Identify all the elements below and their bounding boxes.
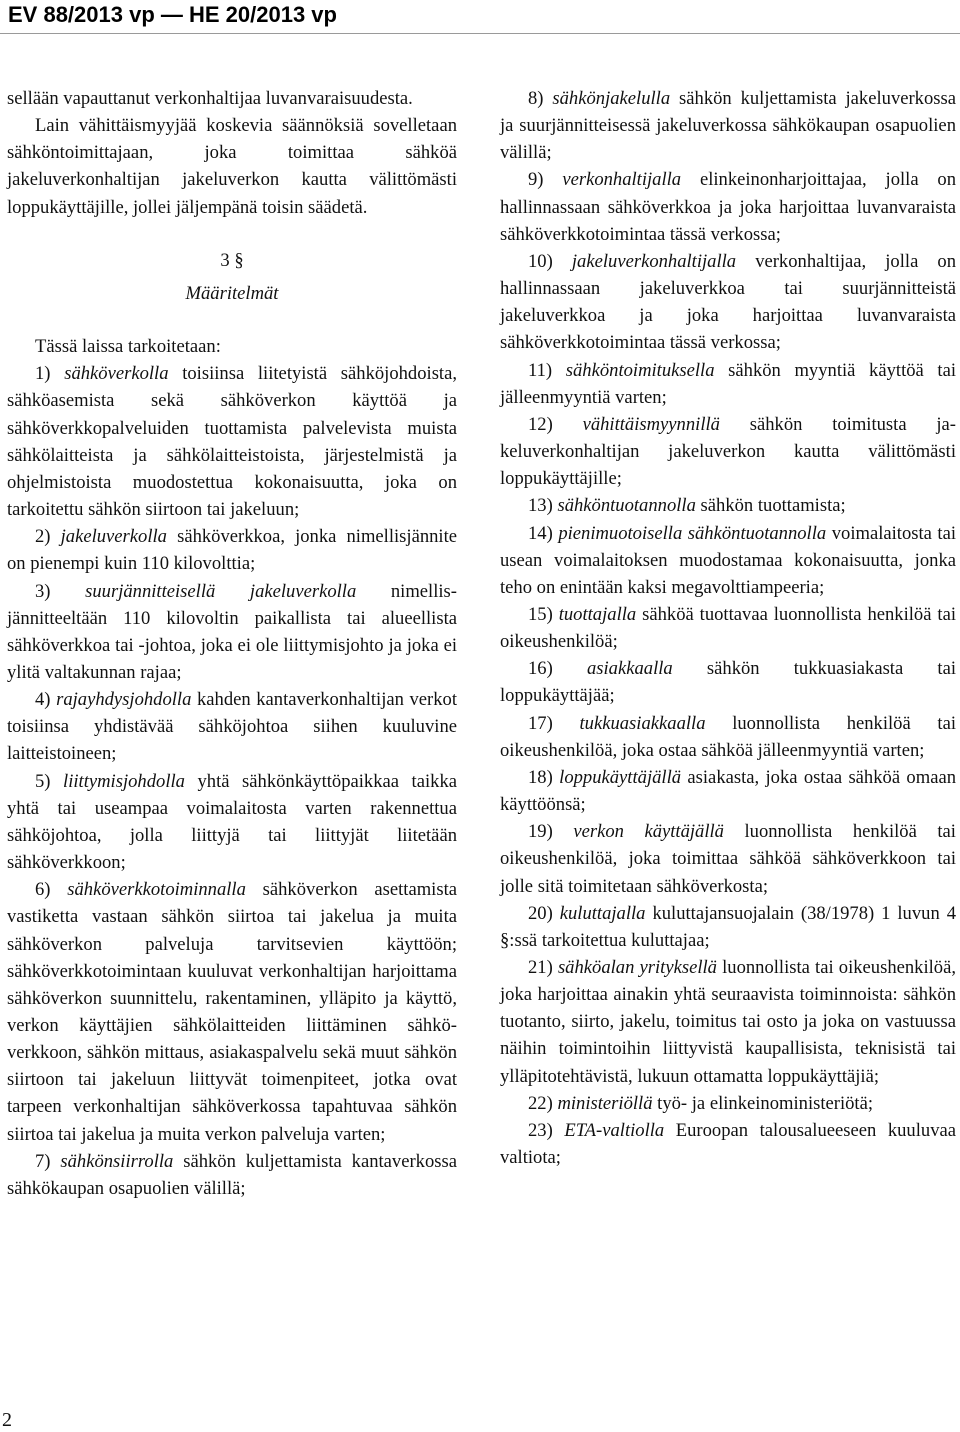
definition-text: kahden kantaverkonhaltijan verkot toisiinsa yhdistävää sähköjohtoa siihen kuuluvine laitteistoineen; bbox=[7, 689, 457, 765]
defined-term: liittymisjohdolla bbox=[63, 770, 185, 792]
page-header bbox=[0, 0, 960, 34]
item-number: 12) bbox=[528, 413, 553, 435]
definition-item bbox=[500, 601, 956, 655]
defined-term: sähkönjakelulla bbox=[552, 88, 671, 109]
definition-text: luonnollista tai oikeushenkilöä, joka harjoittaa ainakin yhtä seuraavista toiminnoista: sähkön tuotanto, siirto, jakelu, toimitus tai osto ja joka on vastuussa näihin toimintoihin liittyvistä kaupallisista, teknisistä tai ylläpitotehtävistä, lukuun ottamatta loppukäyttäjiä; bbox=[500, 957, 956, 1087]
defined-term: kuluttajalla bbox=[559, 902, 646, 924]
definition-item bbox=[500, 900, 956, 954]
defined-term: loppukäyttäjällä bbox=[559, 766, 682, 788]
definition-item bbox=[7, 578, 457, 687]
definition-item bbox=[500, 357, 956, 411]
item-number: 1) bbox=[35, 363, 51, 385]
defined-term: pienimuotoisella sähköntuotannolla bbox=[558, 522, 827, 544]
defined-term: tukkuasiakkaalla bbox=[579, 712, 706, 734]
item-number: 7) bbox=[35, 1150, 51, 1172]
section-title: Määritelmät bbox=[185, 282, 279, 304]
definition-item bbox=[7, 876, 457, 1148]
defined-term: jakeluverkonhaltijalla bbox=[571, 250, 737, 272]
item-number: 2) bbox=[35, 526, 51, 548]
item-number: 23) bbox=[528, 1119, 553, 1141]
definition-text: työ- ja elinkeinoministeriötä; bbox=[657, 1092, 873, 1114]
definition-text: sähköverkkoa, jonka nimellisjännite on pienempi kuin 110 kilovolttia; bbox=[7, 526, 458, 575]
defined-term: sähköalan yrityksellä bbox=[557, 957, 717, 978]
defined-term: asiakkaalla bbox=[586, 658, 673, 680]
item-number: 3) bbox=[35, 580, 51, 602]
definition-text: sähköä tuottavaa luonnollista henkilöä tai oikeushenkilöä; bbox=[500, 603, 956, 653]
defined-term: tuottajalla bbox=[558, 603, 637, 625]
definition-text: sähkön tukkuasiakasta tai loppukäyttäjää; bbox=[500, 658, 956, 707]
item-number: 4) bbox=[35, 689, 51, 711]
definition-item bbox=[7, 1148, 457, 1202]
defined-term: sähkönsiirrolla bbox=[60, 1150, 174, 1172]
definition-item bbox=[7, 523, 457, 577]
item-number: 11) bbox=[528, 359, 553, 381]
item-number: 15) bbox=[528, 603, 553, 625]
definition-item bbox=[7, 686, 457, 767]
defined-term: vähittäismyynnillä bbox=[582, 413, 720, 435]
definition-item bbox=[500, 710, 956, 764]
item-number: 14) bbox=[528, 522, 553, 544]
item-number: 17) bbox=[528, 712, 553, 734]
defined-term: ETA-valtiolla bbox=[564, 1119, 665, 1141]
definition-text: Euroopan talousalueeseen kuuluvaa valtiota; bbox=[500, 1119, 956, 1169]
item-number: 13) bbox=[528, 495, 553, 517]
paragraph: sellään vapauttanut verkonhaltijaa luvanvaraisuudesta. bbox=[7, 88, 413, 109]
item-number: 21) bbox=[528, 957, 553, 978]
section-number: 3 § bbox=[220, 249, 244, 271]
item-number: 20) bbox=[528, 902, 553, 924]
definition-text: sähkön kuljettamista jakeluverkossa ja suurjännitteisessä jakeluverkossa sähkökaupan osapuolien välillä; bbox=[500, 88, 957, 164]
item-number: 9) bbox=[528, 169, 544, 191]
definition-text: sähkön toimitusta jakeluverkonhaltijan jakeluverkon kautta välittömästi loppukäyttäjille; bbox=[500, 413, 956, 490]
item-number: 5) bbox=[35, 770, 51, 792]
definition-text: sähköverkon asettamista vastiketta vastaan sähkön siirtoa tai jakelua ja muita sähköverkon palveluja tarvitsevien käyttöön; sähköverkkotoimintaan kuuluvat verkonhaltijan harjoittama sähköverkon suunnittelu, rakentaminen, ylläpito ja käyttö, verkon käyttäjien sähkölaitteiden liittäminen sähköverkkoon, sähkön mittaus, asiakaspalvelu sekä muut sähkön siirtoon tai jakeluun liittyvät toimenpiteet, jotka ovat tarpeen verkonhaltijan sähköverkossa tapahtuvaa sähkön siirtoa tai jakelua ja muita verkon palveluja varten; bbox=[7, 879, 457, 1145]
definition-item bbox=[500, 248, 956, 357]
item-number: 8) bbox=[528, 88, 544, 109]
definition-item bbox=[7, 768, 457, 877]
definitions-intro: Tässä laissa tarkoitetaan: bbox=[35, 336, 221, 358]
defined-term: rajayhdysjohdolla bbox=[56, 689, 192, 711]
paragraph: Lain vähittäismyyjää koskevia säännöksiä sovelletaan sähköntoimittajaan, joka toimittaa sähköä jakeluverkonhaltijan jakeluverkon kautta välittömästi loppukäyttäjille, jollei jäljempänä toisin säädetä. bbox=[7, 115, 457, 218]
definition-item bbox=[500, 85, 956, 166]
defined-term: sähköverkkotoiminnalla bbox=[67, 879, 246, 901]
definition-text: kuluttajansuojalain (38/1978) 1 luvun 4 §:ssä tarkoitettua kuluttajaa; bbox=[500, 902, 956, 951]
definition-item bbox=[500, 655, 956, 709]
definition-item bbox=[500, 818, 956, 899]
item-number: 18) bbox=[528, 766, 553, 788]
definition-text: sähkön tuottamista; bbox=[700, 495, 846, 517]
defined-term: verkon käyttäjällä bbox=[573, 821, 724, 843]
definition-text: yhtä sähkönkäyttöpaikkaa taikka yhtä tai useampaa voimalaitosta varten rakennettua sähköjohtoa, jolla liittyjä tai liittyjät liitetään sähköverkkoon; bbox=[7, 770, 457, 874]
item-number: 22) bbox=[528, 1092, 553, 1114]
defined-term: sähköverkolla bbox=[64, 363, 169, 385]
definition-item bbox=[7, 360, 457, 523]
definition-item bbox=[500, 1090, 956, 1117]
defined-term: verkonhaltijalla bbox=[562, 169, 682, 191]
definition-text: verkonhaltijaa, jolla on hallinnassaan jakeluverkkoa tai suurjännitteistä jakeluverkkoa ja joka harjoittaa luvanvaraista sähköverkkotoimintaa tässä verkossa; bbox=[500, 250, 956, 354]
item-number: 16) bbox=[528, 658, 553, 680]
definition-text: nimellisjännitteeltään 110 kilovoltin paikallista tai alueellista sähköverkkoa tai -johtoa, joka ei ole liittymisjohto ja joka ei ylitä valtakunnan rajaa; bbox=[7, 580, 457, 683]
document-reference: EV 88/2013 vp — HE 20/2013 vp bbox=[8, 2, 337, 27]
definition-text: luonnollista henkilöä tai oikeushenkilöä, joka ostaa sähköä jälleenmyyntiä varten; bbox=[500, 712, 956, 761]
definition-item bbox=[500, 1117, 956, 1171]
defined-term: sähköntuotannolla bbox=[557, 495, 696, 517]
definition-item bbox=[500, 520, 956, 601]
definition-text: sähkön myyntiä käyttöä tai jälleenmyyntiä varten; bbox=[500, 359, 957, 408]
definition-item bbox=[500, 492, 956, 519]
definition-item bbox=[500, 166, 956, 247]
defined-term: ministeriöllä bbox=[557, 1092, 653, 1114]
page-number: 2 bbox=[2, 1409, 12, 1431]
defined-term: suurjännitteisellä jakeluverkolla bbox=[85, 580, 357, 602]
item-number: 6) bbox=[35, 879, 51, 901]
definition-text: voimalaitosta tai usean voimalaitoksen muodostamaa kokonaisuutta, jonka teho on enintään kaksi megavolttiampeeria; bbox=[500, 522, 956, 598]
definition-text: luonnollista henkilöä tai oikeushenkilöä, joka toimittaa sähköä sähköverkkoon tai jolle sitä toimitetaan sähköverkosta; bbox=[500, 821, 956, 897]
left-column bbox=[7, 85, 457, 1202]
item-number: 10) bbox=[528, 250, 553, 272]
definition-item bbox=[500, 954, 956, 1090]
definition-text: asiakasta, joka ostaa sähköä omaan käyttöönsä; bbox=[500, 766, 956, 816]
definition-item bbox=[500, 764, 956, 818]
item-number: 19) bbox=[528, 821, 553, 843]
definition-text: elinkeinonharjoittajaa, jolla on hallinnassaan sähköverkkoa ja joka harjoittaa luvanvaraista sähköverkkotoimintaa tässä verkossa; bbox=[500, 169, 956, 245]
definition-text: toisiinsa liitetyistä sähköjohdoista, sähköasemista sekä sähköverkon käyttöä ja sähköverkkopalveluiden tuottamista palvelevista muista sähkölaitteista ja sähkölaitteistoista, järjestelmistä ja ohjelmistoista muodostettua kokonaisuutta, joka on tarkoitettu sähkön siirtoon tai jakeluun; bbox=[7, 363, 457, 521]
right-column bbox=[500, 85, 956, 1171]
defined-term: jakeluverkolla bbox=[60, 526, 167, 548]
definition-item bbox=[500, 411, 956, 492]
defined-term: sähköntoimituksella bbox=[565, 359, 715, 381]
definition-text: sähkön kuljettamista kantaverkossa sähkökaupan osapuolien välillä; bbox=[7, 1150, 457, 1199]
